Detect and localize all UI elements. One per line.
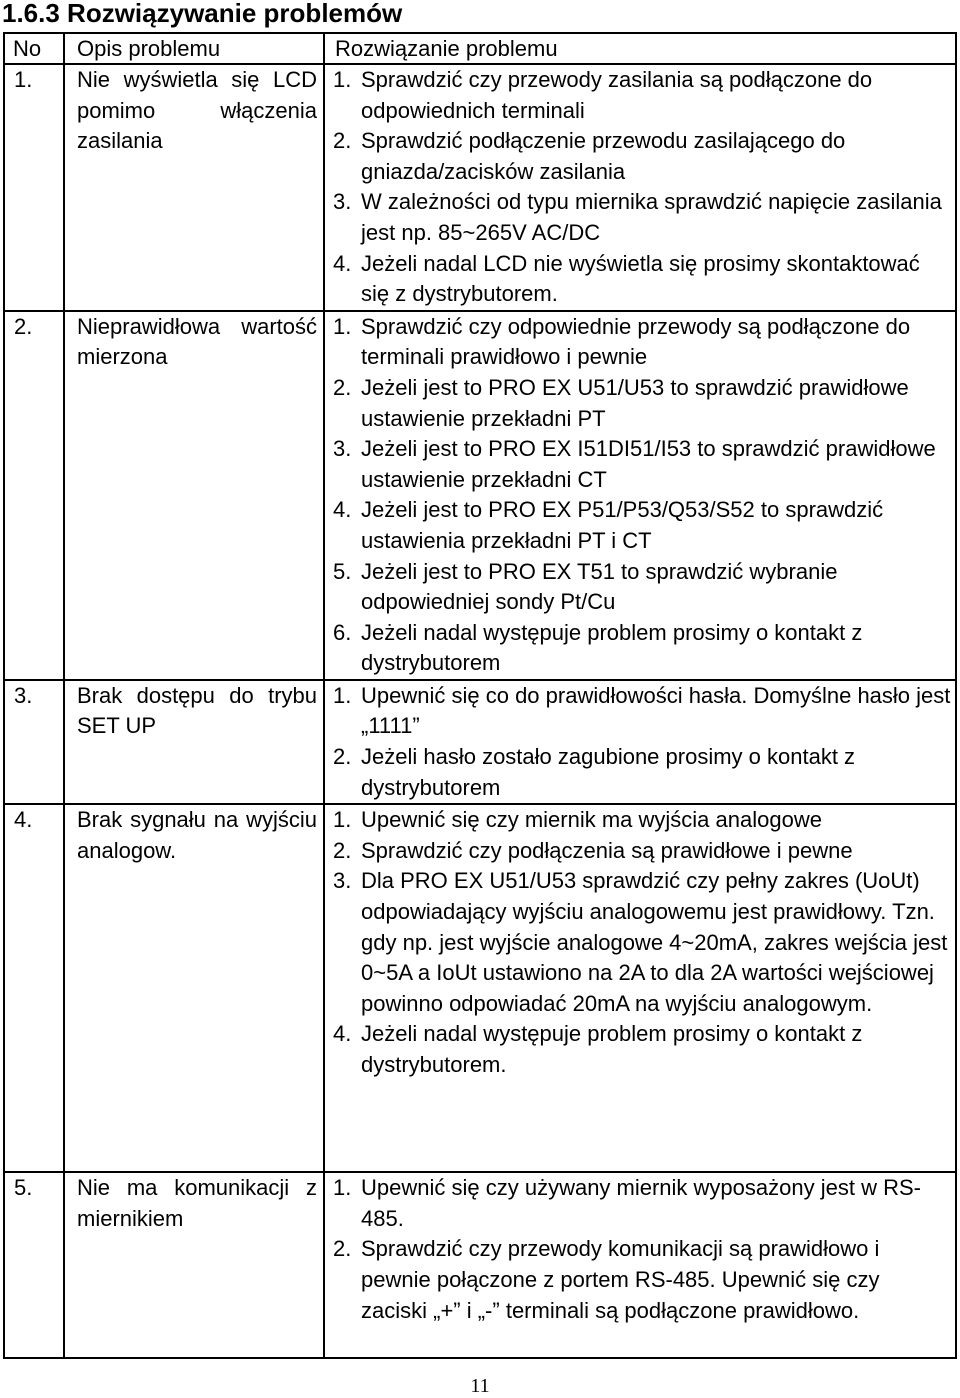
- solution-steps: [333, 312, 951, 679]
- step-text: Jeżeli jest to PRO EX T51 to sprawdzić wybranie odpowiedniej sondy Pt/Cu: [361, 558, 838, 615]
- step-text: Sprawdzić podłączenie przewodu zasilającego do gniazda/zacisków zasilania: [361, 128, 846, 184]
- table-row: [4, 311, 956, 680]
- table-row: [4, 680, 956, 804]
- problem-number: 4.: [4, 804, 64, 1172]
- step-number: 3.: [333, 868, 352, 894]
- solution-step: [333, 373, 951, 434]
- table-row: [4, 804, 956, 1172]
- troubleshooting-table: [3, 32, 957, 1359]
- step-number: 2.: [333, 374, 352, 400]
- step-number: 1.: [333, 1175, 352, 1201]
- step-number: 1.: [333, 313, 352, 339]
- section-title: 1.6.3 Rozwiązywanie problemów: [2, 0, 403, 28]
- table-body: [4, 64, 956, 1358]
- solution-step: [333, 866, 951, 1019]
- solution-step: [333, 65, 951, 126]
- solution-step: [333, 836, 951, 867]
- step-number: 2.: [333, 128, 352, 154]
- step-number: 1.: [333, 682, 352, 708]
- problem-number: 3.: [4, 680, 64, 804]
- step-text: Jeżeli hasło zostało zagubione prosimy o kontakt z dystrybutorem: [361, 744, 856, 800]
- solution-step: [333, 742, 951, 803]
- problem-solution: [324, 64, 956, 311]
- step-text: Sprawdzić czy przewody komunikacji są prawidłowo i pewnie połączone z portem RS-485. Upewnić się czy zaciski „+” i „-” terminali są podłączone prawidłowo.: [361, 1236, 880, 1323]
- step-number: 2.: [333, 1236, 352, 1262]
- problem-description: Nie wyświetla się LCD pomimo włączenia zasilania: [64, 64, 324, 311]
- step-number: 4.: [333, 497, 352, 523]
- solution-step: [333, 1019, 951, 1080]
- solution-step: [333, 805, 951, 836]
- table-row: [4, 64, 956, 311]
- problem-description: Nie ma komunikacji z miernikiem: [64, 1172, 324, 1358]
- step-text: Sprawdzić czy odpowiednie przewody są podłączone do terminali prawidłowo i pewnie: [361, 313, 911, 370]
- step-number: 4.: [333, 250, 352, 276]
- step-text: Sprawdzić czy przewody zasilania są podłączone do odpowiednich terminali: [361, 67, 873, 123]
- step-text: W zależności od typu miernika sprawdzić napięcie zasilania jest np. 85~265V AC/DC: [361, 189, 942, 245]
- step-text: Jeżeli nadal LCD nie wyświetla się prosimy skontaktować się z dystrybutorem.: [361, 250, 920, 307]
- step-text: Upewnić się czy używany miernik wyposażony jest w RS-485.: [361, 1175, 921, 1231]
- problem-solution: [324, 680, 956, 804]
- solution-step: [333, 434, 951, 495]
- header-description: Opis problemu: [64, 33, 324, 64]
- step-text: Sprawdzić czy podłączenia są prawidłowe i pewne: [361, 837, 853, 863]
- step-number: 2.: [333, 744, 352, 770]
- problem-description: Brak sygnału na wyjściu analogow.: [64, 804, 324, 1172]
- step-text: Jeżeli nadal występuje problem prosimy o kontakt z dystrybutorem.: [361, 1021, 863, 1077]
- step-number: 3.: [333, 189, 352, 215]
- solution-step: [333, 187, 951, 248]
- step-number: 6.: [333, 619, 352, 645]
- problem-solution: [324, 1172, 956, 1358]
- solution-step: [333, 1173, 951, 1234]
- header-no: No: [4, 33, 64, 64]
- problem-number: 5.: [4, 1172, 64, 1358]
- solution-step: [333, 312, 951, 373]
- step-text: Upewnić się co do prawidłowości hasła. Domyślne hasło jest „1111”: [361, 682, 951, 739]
- problem-solution: [324, 311, 956, 680]
- solution-step: [333, 249, 951, 310]
- step-text: Jeżeli jest to PRO EX P51/P53/Q53/S52 to sprawdzić ustawienia przekładni PT i CT: [361, 497, 884, 553]
- solution-step: [333, 618, 951, 679]
- solution-step: [333, 126, 951, 187]
- step-number: 3.: [333, 436, 352, 462]
- table-row: [4, 1172, 956, 1358]
- step-number: 2.: [333, 837, 352, 863]
- solution-step: [333, 495, 951, 556]
- problem-number: 2.: [4, 311, 64, 680]
- step-number: 1.: [333, 67, 352, 92]
- page-number: 11: [470, 1375, 490, 1397]
- step-text: Upewnić się czy miernik ma wyjścia analogowe: [361, 807, 822, 833]
- solution-step: [333, 557, 951, 618]
- header-solution: Rozwiązanie problemu: [324, 33, 956, 64]
- step-text: Jeżeli nadal występuje problem prosimy o kontakt z dystrybutorem: [361, 619, 863, 676]
- step-number: 4.: [333, 1021, 352, 1047]
- step-text: Jeżeli jest to PRO EX U51/U53 to sprawdzić prawidłowe ustawienie przekładni PT: [361, 374, 909, 431]
- solution-step: [333, 681, 951, 742]
- table-header-row: [4, 33, 956, 64]
- solution-step: [333, 1234, 951, 1326]
- problem-description: Brak dostępu do trybu SET UP: [64, 680, 324, 804]
- problem-number: 1.: [4, 64, 64, 311]
- problem-description: Nieprawidłowa wartość mierzona: [64, 311, 324, 680]
- solution-steps: [333, 805, 951, 1080]
- step-number: 5.: [333, 558, 352, 584]
- step-text: Dla PRO EX U51/U53 sprawdzić czy pełny zakres (UoUt) odpowiadający wyjściu analogowemu jest prawidłowy. Tzn. gdy np. jest wyjście analogowe 4~20mA, zakres wejścia jest 0~5A a IoUt ustawiono na 2A to dla 2A wartości wejściowej powinno odpowiadać 20mA na wyjściu analogowym.: [361, 868, 948, 1016]
- problem-solution: [324, 804, 956, 1172]
- step-number: 1.: [333, 807, 352, 833]
- step-text: Jeżeli jest to PRO EX I51DI51/I53 to sprawdzić prawidłowe ustawienie przekładni CT: [361, 436, 936, 492]
- solution-steps: [333, 65, 951, 310]
- solution-steps: [333, 1173, 951, 1326]
- solution-steps: [333, 681, 951, 803]
